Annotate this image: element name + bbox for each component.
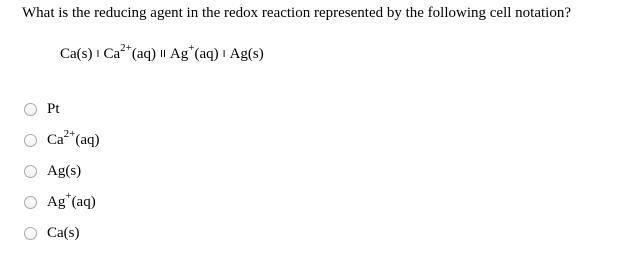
option-label[interactable]: Pt	[47, 101, 60, 117]
answer-option[interactable]	[24, 218, 100, 249]
option-label[interactable]: Ca(s)	[47, 225, 80, 241]
cathode-species: Ag(s)	[229, 46, 264, 62]
radio-button[interactable]	[24, 165, 37, 178]
phase-boundary-2: I	[222, 49, 226, 60]
cathode-ion-state: (aq)	[194, 46, 219, 62]
option-label[interactable]: $Ca^{2+}(aq)$	[47, 128, 100, 148]
option-label[interactable]: Ag(s)	[47, 163, 82, 179]
radio-button[interactable]	[24, 196, 37, 209]
phase-boundary-1: I	[96, 49, 100, 60]
anode-species: Ca(s)	[60, 46, 93, 62]
salt-bridge: II	[160, 49, 166, 60]
answer-option[interactable]	[24, 125, 100, 156]
question-text: What is the reducing agent in the redox reaction represented by the following cell notation?	[22, 5, 571, 21]
radio-button[interactable]	[24, 103, 37, 116]
option-label[interactable]: Ag+(aq)	[47, 190, 96, 210]
radio-button[interactable]	[24, 227, 37, 240]
radio-button[interactable]	[24, 134, 37, 147]
cathode-ion-charge: +	[188, 42, 195, 54]
cell-notation	[60, 42, 264, 63]
answer-options	[24, 94, 100, 249]
anode-ion-state: (aq)	[131, 46, 156, 62]
anode-ion-charge: 2+	[120, 42, 132, 54]
answer-option[interactable]	[24, 94, 100, 125]
answer-option[interactable]	[24, 156, 100, 187]
cathode-ion-base: Ag	[169, 46, 189, 62]
answer-option[interactable]	[24, 187, 100, 218]
anode-ion-base: Ca	[103, 46, 121, 62]
